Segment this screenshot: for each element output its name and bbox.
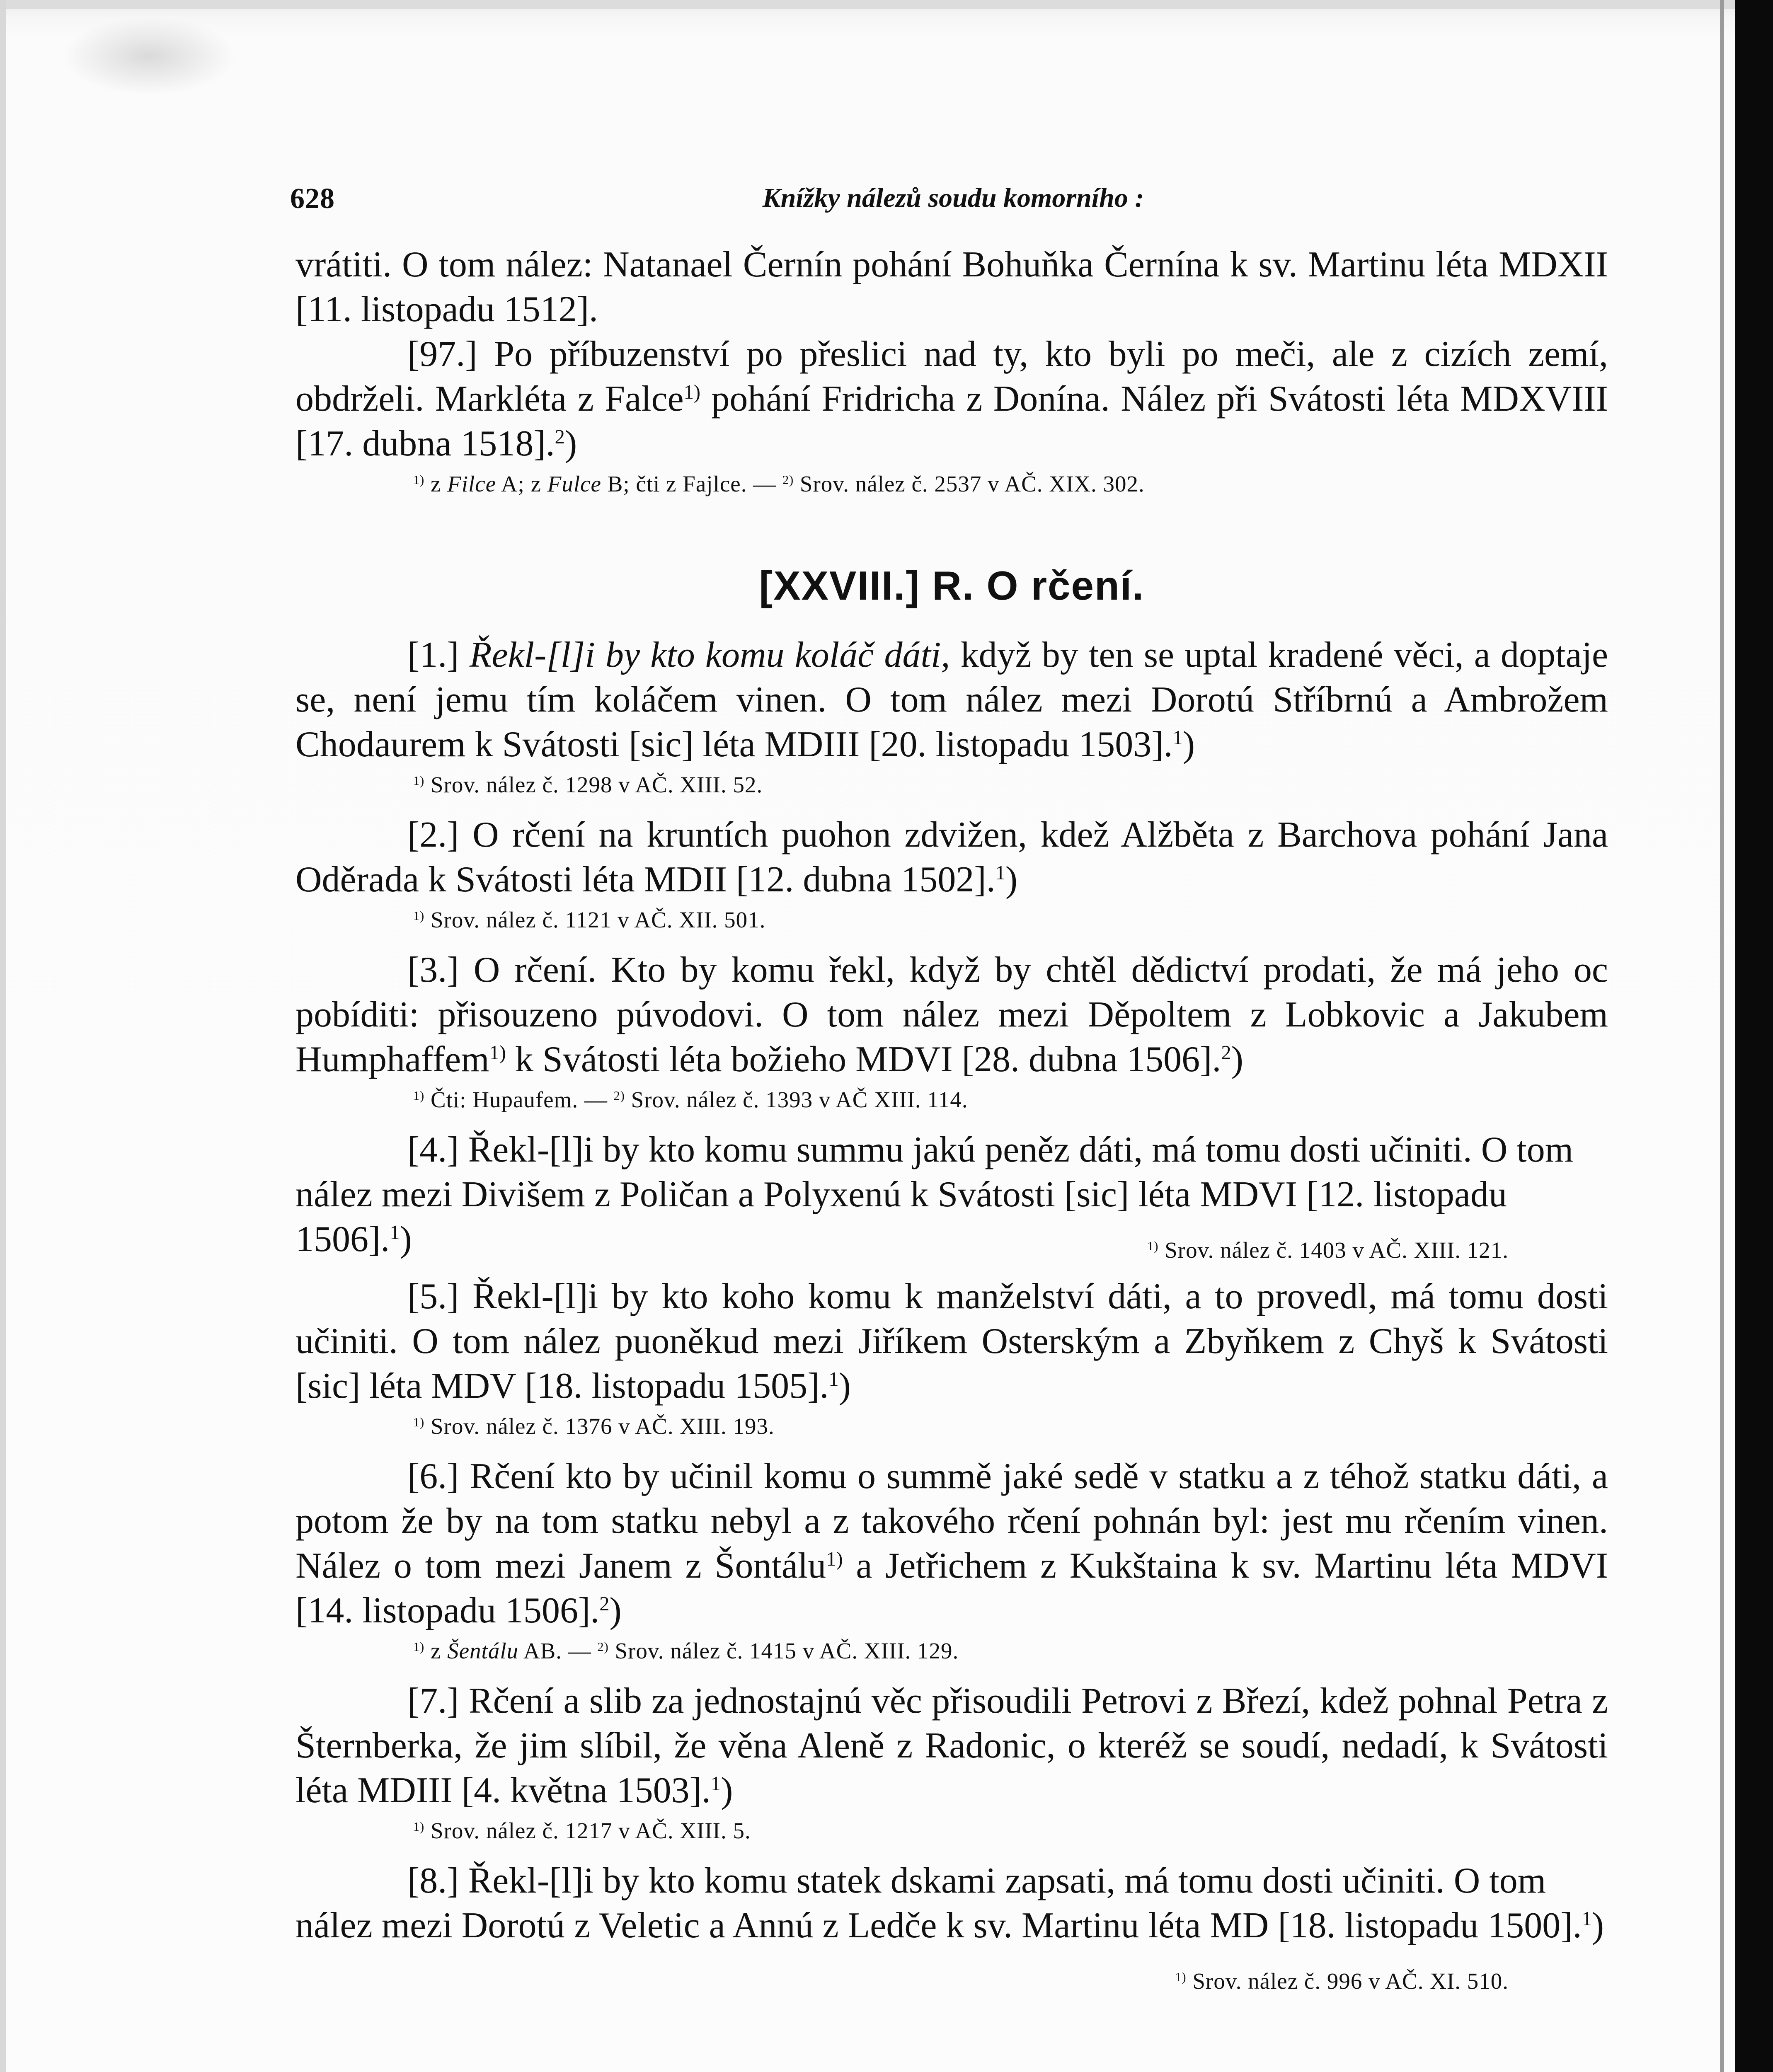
paragraph-text: pohání Fridricha z Donína. Nález při Svátosti léta MDXVIII [17. dubna 1518].	[296, 379, 1608, 464]
page-header	[290, 182, 1616, 228]
body-text	[296, 242, 1608, 2004]
paragraph-text: vrátiti. O tom nález: Natanael Černín pohání Bohuňka Černína k sv. Martinu léta MDXII [11. listopadu 1512].	[296, 244, 1608, 329]
entry-6: [6.] Rčení kto by učinil komu o summě jaké sedě v statku a z téhož statku dáti, a potom že by na tom statku nebyl a z takového rčení pohnán byl: jest mu rčením vinen. Nález o tom mezi Janem z Šontálu$^{1)}$ a Jetřichem z Kukštaina k sv. Martinu léta MDVI [14. listopadu 1506].$^2$)	[296, 1456, 1608, 1631]
entry-8: [8.] Řekl-[l]i by kto komu statek dskami zapsati, má tomu dosti učiniti. O tom nález mezi Dorotú z Veletic a Annú z Ledče k sv. Martinu léta MD [18. listopadu 1500].$^1$) $^{1)}$ Srov. nález č. 996 v AČ. XI. 510.	[296, 1859, 1608, 1948]
footnote: $^{1)}$ Srov. nález č. 1376 v AČ. XIII. 193.	[413, 1414, 775, 1439]
scan-gutter-line	[1720, 0, 1724, 2072]
scan-smudge	[62, 17, 236, 95]
entry-4: [4.] Řekl-[l]i by kto komu summu jakú peněz dáti, má tomu dosti učiniti. O tom nález mezi Divišem z Poličan a Polyxenú k Svátosti [sic] léta MDVI [12. listopadu 1506].$^1$) $^{1)}$ Srov. nález č. 1403 v AČ. XIII. 121.	[296, 1128, 1608, 1262]
footnote: $^{1)}$ Srov. nález č. 1121 v AČ. XII. 501.	[413, 907, 766, 932]
footnote-inline: $^{1)}$ Srov. nález č. 996 v AČ. XI. 510.	[1175, 1968, 1509, 1994]
scan-left-edge	[0, 0, 6, 2072]
footnote: $^{1)}$ z Šentálu AB. — $^{2)}$ Srov. nález č. 1415 v AČ. XIII. 129.	[413, 1638, 959, 1663]
footnote-mark: 1)	[683, 381, 701, 403]
paragraph-97: [97.] Po příbuzenství po přeslici nad ty, kto byli po meči, ale z cizích zemí, obdrželi. Markléta z Falce$^{1)}$ pohání Fridricha z Donína. Nález při Svátosti léta MDXVIII [17. dubna 1518].$^2$)	[296, 334, 1608, 464]
footnote: $^{1)}$ z Filce A; z Fulce B; čti z Fajlce. — $^{2)}$ Srov. nález č. 2537 v AČ. XIX. 302.	[413, 471, 1145, 496]
page-number: 628	[290, 183, 335, 215]
footnote: $^{1)}$ Čti: Hupaufem. — $^{2)}$ Srov. nález č. 1393 v AČ XIII. 114.	[413, 1087, 968, 1112]
footnote: $^{1)}$ Srov. nález č. 1217 v AČ. XIII. 5.	[413, 1818, 751, 1843]
entry-5: [5.] Řekl-[l]i by kto koho komu k manželství dáti, a to provedl, má tomu dosti učiniti. O tom nález puoněkud mezi Jiříkem Osterským a Zbyňkem z Chyš k Svátosti [sic] léta MDV [18. listopadu 1505].$^1$)	[296, 1276, 1608, 1406]
section-heading: [XXVIII.] R. O rčení.	[759, 563, 1145, 608]
footnote: $^{1)}$ Srov. nález č. 1298 v AČ. XIII. 52.	[413, 772, 763, 797]
paragraph-text: [97.] Po příbuzenství po přeslici nad ty, kto byli po meči, ale z cizích zemí, obdrželi. Markléta z Falce	[296, 334, 1608, 419]
entry-3: [3.] O rčení. Kto by komu řekl, když by chtěl dědictví prodati, že má jeho oc pobíditi: přisouzeno púvodovi. O tom nález mezi Děpoltem z Lobkovic a Jakubem Humphaffem$^{1)}$ k Svátosti léta božieho MDVI [28. dubna 1506].$^2$)	[296, 950, 1608, 1080]
scan-top-edge	[0, 0, 1773, 9]
entry-1: [1.] Řekl-[l]i by kto komu koláč dáti, když by ten se uptal kradené věci, a doptaje se, není jemu tím koláčem vinen. O tom nález mezi Dorotú Stříbrnú a Ambrožem Chodaurem k Svátosti [sic] léta MDIII [20. listopadu 1503].$^1$)	[296, 635, 1608, 765]
footnote-mark: 2	[555, 426, 565, 448]
running-title: Knížky nálezů soudu komorního :	[762, 183, 1144, 213]
scan-right-border	[1735, 0, 1773, 2072]
entry-2: [2.] O rčení na kruntích puohon zdvižen, kdež Alžběta z Barchova pohání Jana Oděrada k Svátosti léta MDII [12. dubna 1502].$^1$)	[296, 815, 1608, 900]
entry-7: [7.] Rčení a slib za jednostajnú věc přisoudili Petrovi z Březí, kdež pohnal Petra z Šternberka, že jim slíbil, že věna Aleně z Radonic, o kteréž se soudí, nedadí, k Svátosti léta MDIII [4. května 1503].$^1$)	[296, 1681, 1608, 1811]
paragraph-intro	[296, 242, 1608, 332]
footnote-inline: $^{1)}$ Srov. nález č. 1403 v AČ. XIII. 121.	[1147, 1237, 1509, 1263]
